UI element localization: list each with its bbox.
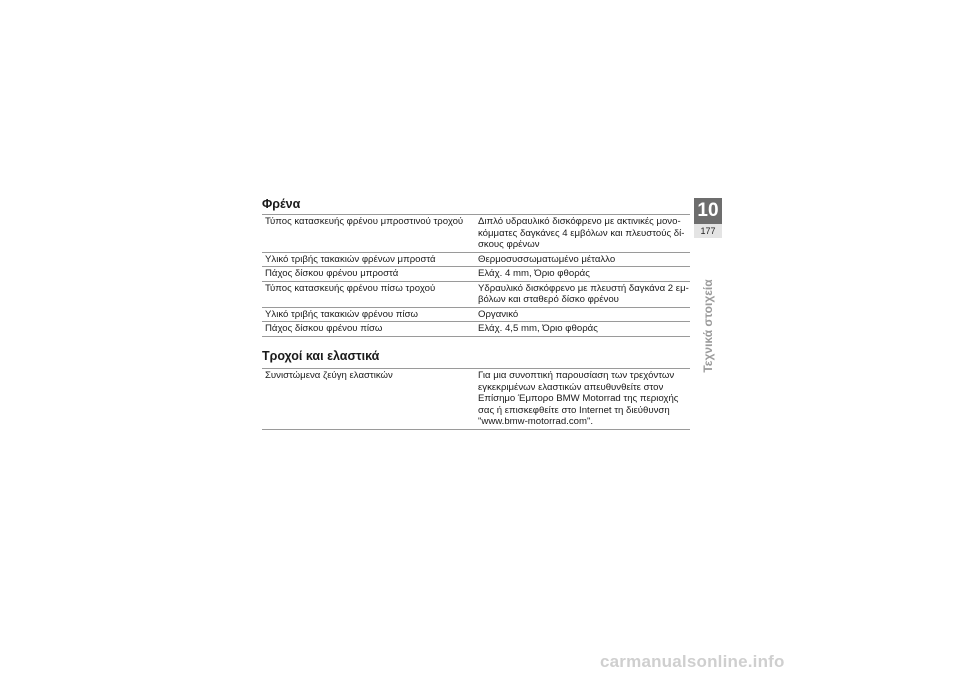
row-value: Ελάχ. 4,5 mm, Όριο φθοράς	[478, 323, 598, 334]
row-value: Ελάχ. 4 mm, Όριο φθοράς	[478, 268, 590, 279]
chapter-tab-label: Τεχνικά στοιχεία	[701, 279, 715, 373]
row-label: Τύπος κατασκευής φρένου πίσω τροχού	[265, 282, 436, 294]
row-label: Υλικό τριβής τακακιών φρένων μπροστά	[265, 253, 436, 265]
row-value: Διπλό υδραυλικό δισκόφρενο με ακτινικές μονο- κόμματες δαγκάνες 4 εμβόλων και πλευστούς δί- σκους φρένων	[478, 216, 685, 250]
row-label: Πάχος δίσκου φρένου μπροστά	[265, 268, 399, 279]
table-row	[262, 307, 690, 322]
wheels-table	[262, 368, 690, 430]
brakes-table	[262, 214, 690, 337]
row-value: Υδραυλικό δισκόφρενο με πλευστή δαγκάνα 2 εμ- βόλων και σταθερό δίσκο φρένου	[478, 282, 689, 305]
row-value: Για μια συνοπτική παρουσίαση των τρεχόντων εγκεκριμένων ελαστικών απευθυνθείτε στον Επίσημο Έμπορο BMW Motorrad της περιοχής σας ή επισκεφθείτε στο Internet τη διεύθυνση "www.bmw-motorrad.com".	[478, 370, 679, 427]
table-row	[262, 281, 690, 307]
row-value: Θερμοσυσσωματωμένο μέταλλο	[478, 253, 616, 265]
row-label: Υλικό τριβής τακακιών φρένου πίσω	[265, 308, 418, 320]
table-row	[262, 215, 690, 253]
table-row	[262, 252, 690, 267]
page-number: 177	[694, 224, 722, 238]
table-row	[262, 322, 690, 337]
brakes-title: Φρένα	[262, 197, 301, 211]
row-label: Συνιστώμενα ζεύγη ελαστικών	[265, 370, 393, 381]
row-value: Οργανικό	[478, 308, 519, 320]
table-row	[262, 267, 690, 282]
table-row	[262, 369, 690, 430]
wheels-title: Τροχοί και ελαστικά	[262, 349, 380, 363]
chapter-number: 10	[697, 200, 719, 221]
watermark: carmanualsonline.info	[600, 652, 785, 671]
row-label: Τύπος κατασκευής φρένου μπροστινού τροχού	[265, 216, 464, 227]
chapter-side-tab	[694, 246, 722, 406]
row-label: Πάχος δίσκου φρένου πίσω	[265, 323, 383, 334]
